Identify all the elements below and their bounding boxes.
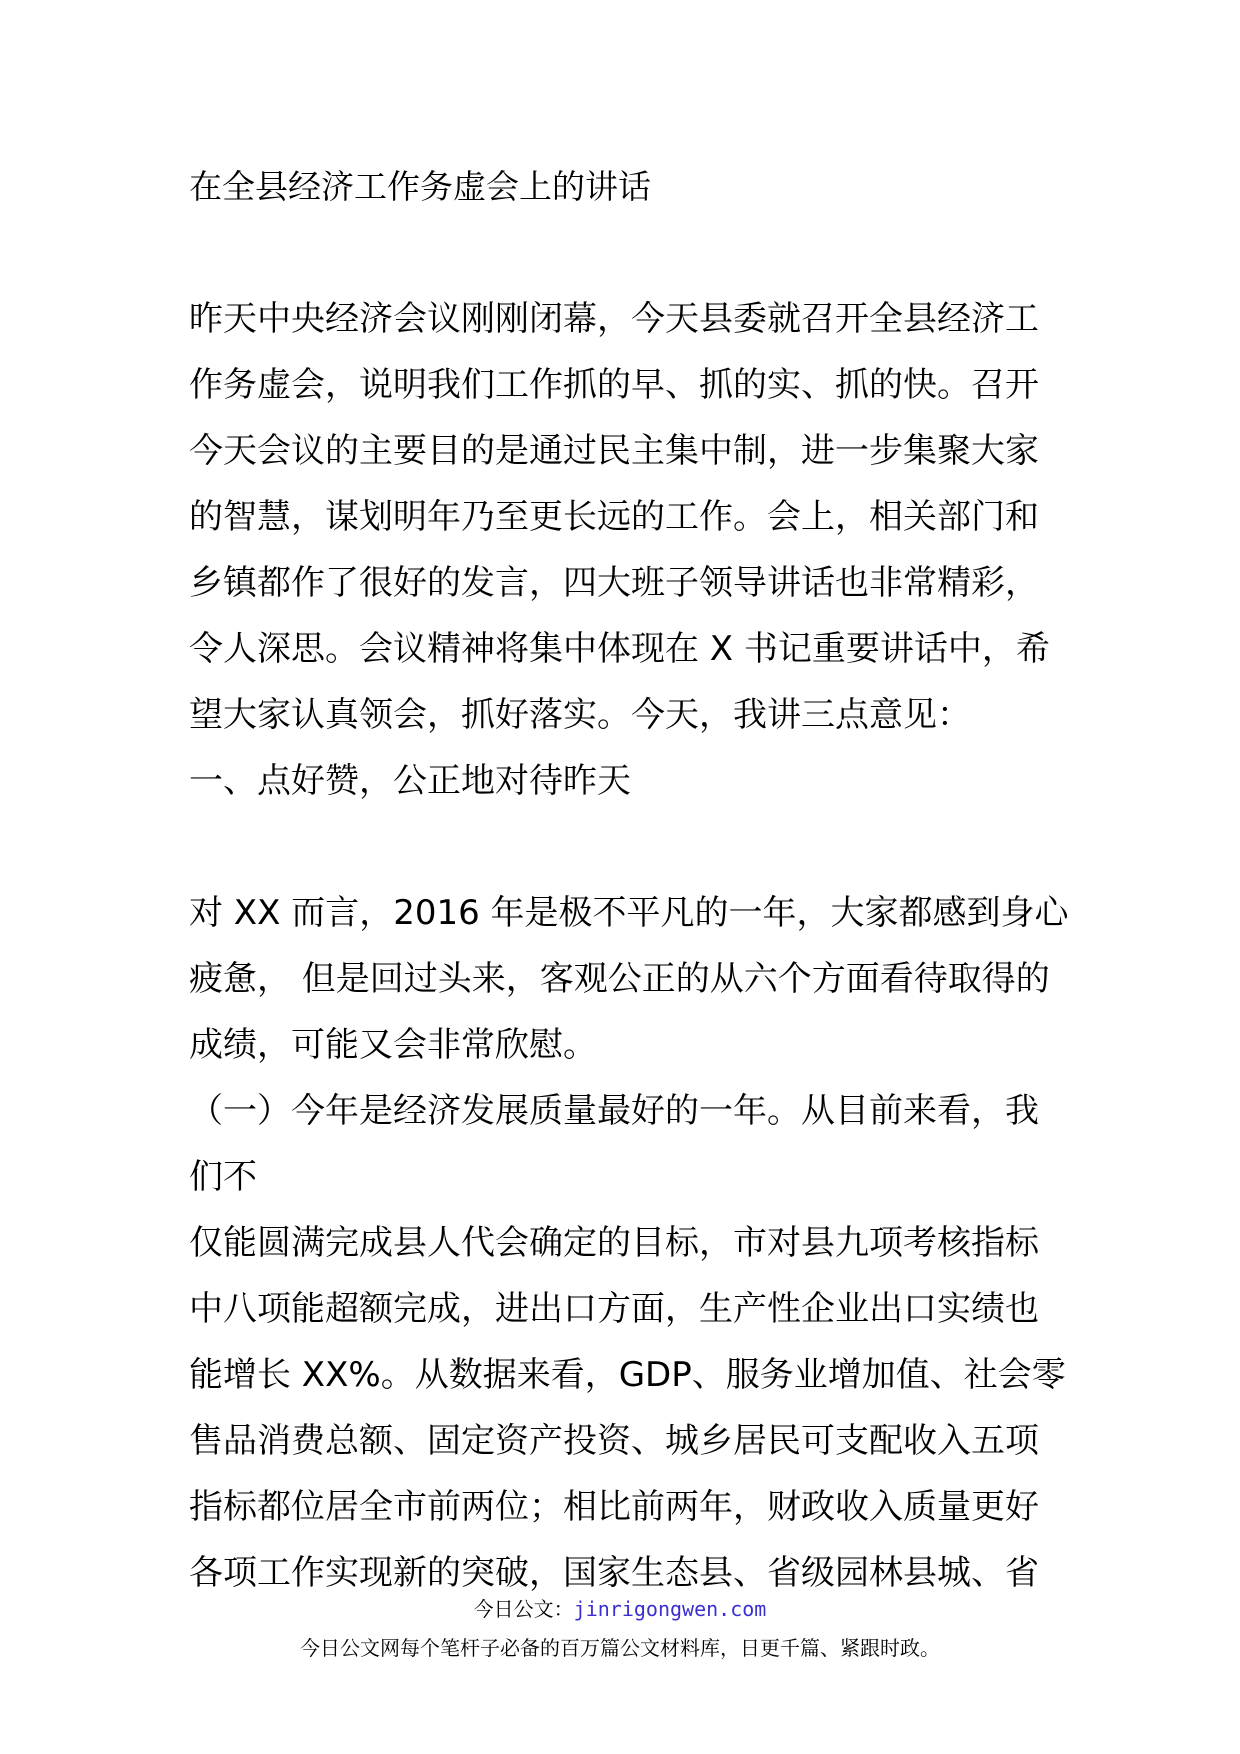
paragraph-intro	[189, 286, 1059, 748]
text-line: 疲惫， 但是回过头来，客观公正的从六个方面看待取得的	[189, 959, 1050, 999]
text-line: 今天会议的主要目的是通过民主集中制，进一步集聚大家	[189, 431, 1039, 471]
text-line: 的智慧，谋划明年乃至更长远的工作。会上，相关部门和	[189, 497, 1039, 537]
section-heading: 一、点好赞，公正地对待昨天	[189, 761, 631, 801]
document-title: 在全县经济工作务虚会上的讲话	[189, 167, 651, 206]
text-line: 望大家认真领会，抓好落实。今天，我讲三点意见：	[189, 695, 971, 735]
text-line: 成绩，可能又会非常欣慰。	[189, 1025, 597, 1065]
text-line: 能增长 XX%。从数据来看，GDP、服务业增加值、社会零	[189, 1355, 1066, 1395]
text-line: 令人深思。会议精神将集中体现在 X 书记重要讲话中，希	[189, 629, 1050, 669]
spacer	[189, 814, 1059, 880]
footer-site-label: 今日公文：	[473, 1597, 574, 1621]
text-line: 们不	[189, 1157, 257, 1197]
text-line: 售品消费总额、固定资产投资、城乡居民可支配收入五项	[189, 1421, 1039, 1461]
footer-site	[0, 1593, 1240, 1622]
text-line: （一）今年是经济发展质量最好的一年。从目前来看，我	[189, 1091, 1039, 1131]
footer-slogan: 今日公文网每个笔杆子必备的百万篇公文材料库，日更千篇、紧跟时政。	[300, 1636, 940, 1660]
spacer	[189, 220, 1059, 286]
document-body	[189, 154, 1069, 1606]
text-line: 各项工作实现新的突破，国家生态县、省级园林县城、省	[189, 1553, 1039, 1593]
text-line: 昨天中央经济会议刚刚闭幕，今天县委就召开全县经济工	[189, 299, 1039, 339]
text-line: 对 XX 而言，2016 年是极不平凡的一年，大家都感到身心	[189, 893, 1069, 933]
text-line: 中八项能超额完成，进出口方面，生产性企业出口实绩也	[189, 1289, 1039, 1329]
text-line: 仅能圆满完成县人代会确定的目标，市对县九项考核指标	[189, 1223, 1039, 1263]
footer-site-link[interactable]: jinrigongwen.com	[573, 1597, 767, 1621]
text-line: 作务虚会，说明我们工作抓的早、抓的实、抓的快。召开	[189, 365, 1039, 405]
text-line: 指标都位居全市前两位；相比前两年，财政收入质量更好	[189, 1487, 1039, 1527]
paragraph-review	[189, 880, 1069, 1606]
text-line: 乡镇都作了很好的发言，四大班子领导讲话也非常精彩，	[189, 563, 1039, 603]
